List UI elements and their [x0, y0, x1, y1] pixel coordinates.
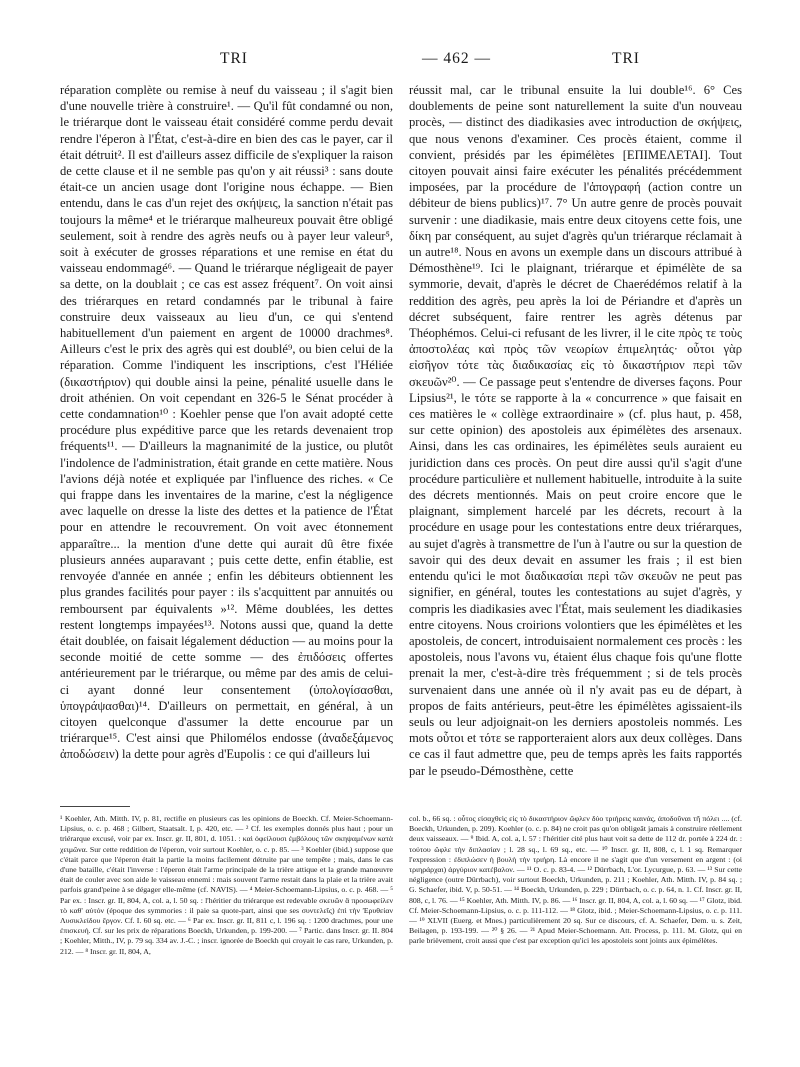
running-header: [60, 50, 740, 74]
header-right: TRI: [612, 50, 640, 67]
left-column-text: réparation complète ou remise à neuf du vaisseau ; il s'agit bien d'une nouvelle trière à construire¹. — Qu'il fût condamné ou non, le triérarque dont le vaisseau était considéré comme perdu devait rendre l'éperon à l'État, c'est-à-dire en bien des cas le payer, car il était détruit². Il est d'ailleurs assez difficile de s'expliquer la raison de cette clause et il ne semble pas qu'on y ait réussi³ : sans doute était-ce un ancien usage dont l'origine nous échappe. — Bien entendu, dans le cas d'un rejet des σκήψεις, la sanction n'était pas toujours la même⁴ et le triérarque malheureux pouvait être obligé seulement, soit à rendre des agrès neufs ou à payer leur valeur⁵, soit à exécuter de grosses réparations et une remise en état du vaisseau endommagé⁶. — Quand le triérarque négligeait de payer sa dette, on la doublait ; ce cas est assez fréquent⁷. On voit ainsi des triérarques en retard condamnés par le tribunal à faire construire deux vaisseaux au lieu d'un, ce qui s'entend habituellement d'un paiement en argent de 10000 drachmes⁸. Ailleurs c'est le prix des agrès qui est doublé⁹, ou bien celui de la réparation. Comme l'indiquent les inscriptions, c'est l'Héliée (δικαστήριον) qui double ainsi la peine, pénalité usuelle dans le droit athénien. On voit cependant en 326-5 le Sénat procéder à cette condamnation¹⁰ : Koehler pense que l'on avait adopté cette procédure plus expéditive parce que les retards devenaient trop fréquents¹¹. — D'ailleurs la magnanimité de la justice, ou plutôt l'indolence de l'administration, était grande en cette matière. Nous l'avions déjà notée et expliquée par l'influence des riches. « Ce qui frappe dans les inventaires de la marine, c'est la négligence avec laquelle on dresse la liste des dettes et la patience de l'État pour en attendre le recouvrement. On voit avec étonnement apparaître... la mention d'une dette qui aurait dû être fixée plusieurs années auparavant ; puis cette dette, enfin établie, est renvoyée d'année en année ; enfin les débiteurs obtiennent les plus grandes facilités pour payer : ils s'acquittent par annuités ou remboursent par équivalents »¹². Même doublées, les dettes restent longtemps impayées¹³. Notons aussi que, quand la dette était doublée, on faisait légalement déduction — au moins pour la seconde moitié de cette somme — des ἐπιδόσεις offertes antérieurement par le triérarque, ou même par des amis de celui-ci ayant donné leur consentement (ὑπολογίσασθαι, ὑπογράψασθαι)¹⁴. D'ailleurs on permettait, en général, à un citoyen quelconque d'assumer la dette encourue par un triérarque¹⁵. C'est ainsi que Philomélos endosse (ἀναδεξάμενος ἀποδώσειν) la dette pour agrès d'Eupolis : ce qui d'ailleurs lui: [60, 83, 393, 762]
footnotes-right: [409, 814, 742, 1039]
footnotes-left-text: ¹ Koehler, Ath. Mitth. IV, p. 81, rectifie en plusieurs cas les opinions de Boeckh. Cf. Meier-Schoemann-Lipsius, o. c. p. 468 ; Gilbert, Staatsalt. I, p. 420, etc. — ² Cf. les exemples donnés plus haut ; pour un triérarque excusé, voir par ex. Inscr. gr. II, 801, d. 1051. : καὶ ὀφείλουσι ἐμβόλους τῶν σκηψαμένων κατὰ χειμῶνα. Sur cette reddition de l'éperon, voir surtout Koehler, o. c. p. 85. — ³ Koehler (ibid.) suppose que c'était parce que l'éperon était la partie la moins facilement détruite par une tempête ; mais, dans le cas d'une bataille, c'était l'inverse : l'éperon était l'arme principale de la trière attique et la grande manœuvre était de couler avec son aide le vaisseau ennemi : mais souvent l'arme restait dans la plaie et la trière avait parfois grand'peine à se dégager elle-même (cf. NAVIS). — ⁴ Meier-Schoemann-Lipsius, o. c. p. 468. — ⁵ Par ex. : Inscr. gr. II, 804, A, col. a, l. 50 sq. : l'héritier du triérarque est redevable σκευῶν ἃ προσωφείλεν τὸ καθ' αὐτόν (époque des symmories : il paie sa quote-part, ainsi que ses συντελεῖς) ἐπὶ τὴν Ἐρυθείαν Λυσικλείδου ἔργον. Cf. I. 60 sq. etc. — ⁶ Par ex. Inscr. gr. II, 811 c, l. 196 sq. : 1200 drachmes, pour une ἐπισκευή. Cf. sur les prix de réparations Boeckh, Urkunden, p. 199-200. — ⁷ Partic. dans Inscr. gr. II. 804 ; Koehler, Mitth., IV, p. 79 sq. 334 av. J.-C. ; inscr. ignorée de Boeckh qui croyait le cas rare, Urkunden, p. 212. — ⁸ Inscr. gr. II, 804, A,: [60, 814, 393, 956]
page-number: — 462 —: [422, 50, 491, 67]
header-left: TRI: [220, 50, 248, 67]
left-column: [60, 82, 393, 797]
footnotes-right-text: col. b., 66 sq. : οὗτος εἰσαχθεὶς εἰς τὸ δικαστήριον ὤφλεν δύο τριήρεις καινάς, ἀποδοῦναι τῆ πόλει .... (cf. Boeckh, Urkunden, p. 209). Koehler (o. c. p. 84) ne croit pas qu'on obligeât jamais à construire réellement deux vaisseaux. — ⁹ Ibid. A, col. a, l. 57 : l'héritier cité plus haut voit sa dette de 112 dr. portée à 224 dr. : τούτου ὤφλε τὴν διπλασίαν ; l. 28 sq., l. 69 sq., etc. — ¹⁰ Inscr. gr. II, 808, c, l. 1 sq. Remarquer l'expression : ἐδιπλώσεν ἡ βουλὴ τὴν τριήρη. Là encore il ne s'agit que d'un versement en argent : (οἱ τριηράρχαι) ἀργύριον κατέβαλον. — ¹¹ O. c. p. 83-4. — ¹² Dürrbach, L'or. Lycurgue, p. 63. — ¹³ Sur cette négligence (outre Dürrbach), voir surtout Boeckh, Urkunden, p. 211 ; Koehler, Ath. Mitth. IV, p. 84 sq. ; G. Schaefer, ibid. V, p. 50-51. — ¹⁴ Boeckh, Urkunden, p. 229 ; Dürrbach, o. c. p. 64, n. 1. Cf. Inscr. gr. II, 808, c, l. 76. — ¹⁵ Koehler, Ath. Mitth. IV, p. 86. — ¹⁶ Inscr. gr. II, 804, A, col. a, l. 60 sq. — ¹⁷ Glotz, ibid. Cf. Meier-Schoemann-Lipsius, o. c. p. 111-112. — ¹⁸ Glotz, ibid. ; Meier-Schoemann-Lipsius, o. c. p. 111. — ¹⁹ XLVII (Euerg. et Mnes.) particulièrement 20 sq. Sur ce discours, cf. A. Schaefer, Dem. u. s. Zeit, Beilagen, p. 193-199. — ²⁰ § 26. — ²¹ Apud Meier-Schoemann. Att. Process, p. 111. M. Glotz, qui en parle brièvement, croit aussi que c'est par exception qu'ici les apostoleis sont joints aux épimélètes.: [409, 814, 742, 946]
right-column-text: réussit mal, car le tribunal ensuite la lui double¹⁶. 6° Ces doublements de peine sont naturellement la suite d'un nouveau procès, — distinct des diadikasies avec introduction de σκήψεις, que nous venons d'examiner. Ces procès étaient, comme il convient, présidés par les épimélètes [ΕΠΙΜΕΛΕΤΑΙ]. Tout citoyen pouvait ainsi faire exécuter les pénalités précédemment imposées, par la procédure de l'ἀπογραφή (action contre un débiteur de biens publics)¹⁷. 7° Un autre genre de procès pouvait survenir : une diadikasie, mais entre deux citoyens cette fois, une δίκη par conséquent, au sujet d'agrès qu'un triérarque réclamait à un autre¹⁸. Nous en avons un exemple dans un discours attribué à Démosthène¹⁹. Ici le plaignant, triérarque et épimélète de sa symmorie, devait, d'après le décret de Chaerédémos relatif à la reddition des agrès, peu après la loi de Périandre et d'après un décret subséquent, faire rentrer les agrès détenus par Théophémos. Celui-ci refusant de les livrer, il le cite πρὸς τε τοὺς ἀποστολέας καὶ πρὸς τῶν νεωρίων ἐπιμελητάς· οὗτοι γὰρ εἰσῆγον τότε τὰς διαδικασίας εἰς τὸ δικαστήριον περὶ τῶν σκευῶν²⁰. — Ce passage peut s'entendre de diverses façons. Pour Lipsius²¹, le τότε se rapporte à la « concurrence » que faisait en ces matières le « collège extraordinaire » (cf. plus haut, p. 458, sur cette opinion) des apostoleis aux épimélètes des arsenaux. Ainsi, dans les cas ordinaires, les épimélètes seuls auraient eu juridiction dans ces procès. On peut dire aussi qu'il s'agit d'une procédure particulière et nullement habituelle, introduite à la suite des décrets mentionnés. Mais on peut croire encore que le plaignant, simplement harcelé par les décrets, recourt à la procédure en usage pour les contestations entre deux triérarques, au sujet d'agrès à transmettre de l'un à l'autre ou sur la question de savoir qui des deux devait en assumer les frais ; il est bien entendu qu'ici le mot διαδικασίαι περὶ τῶν σκευῶν ne peut pas signifier, en général, toutes les contestations au sujet d'agrès, y compris les diadikasies avec l'État, mais seulement les diadikasies entre citoyens. Nous croirions volontiers que les épimélètes et les apostoleis, de concert, introduisaient normalement ces procès : les apostoleis, nous l'avons vu, étaient élus chaque fois qu'une flotte prenait la mer, c'est-à-dire très fréquemment ; si de tels procès survenaient dans une année où il n'y avait pas eu de départ, à propos de faits antérieurs, peut-être les épimélètes agissaient-ils seuls ou leur adjoignait-on les derniers apostoleis nommés. Les mots οὗτοι et τότε se rapporteraient alors aux deux collèges. Dans ce cas il faut admettre que, peu de temps après les faits rapportés par le pseudo-Démosthène, cette: [409, 83, 742, 778]
footnote-separator: [60, 806, 130, 807]
right-column: [409, 82, 742, 797]
footnotes-left: [60, 814, 393, 1039]
